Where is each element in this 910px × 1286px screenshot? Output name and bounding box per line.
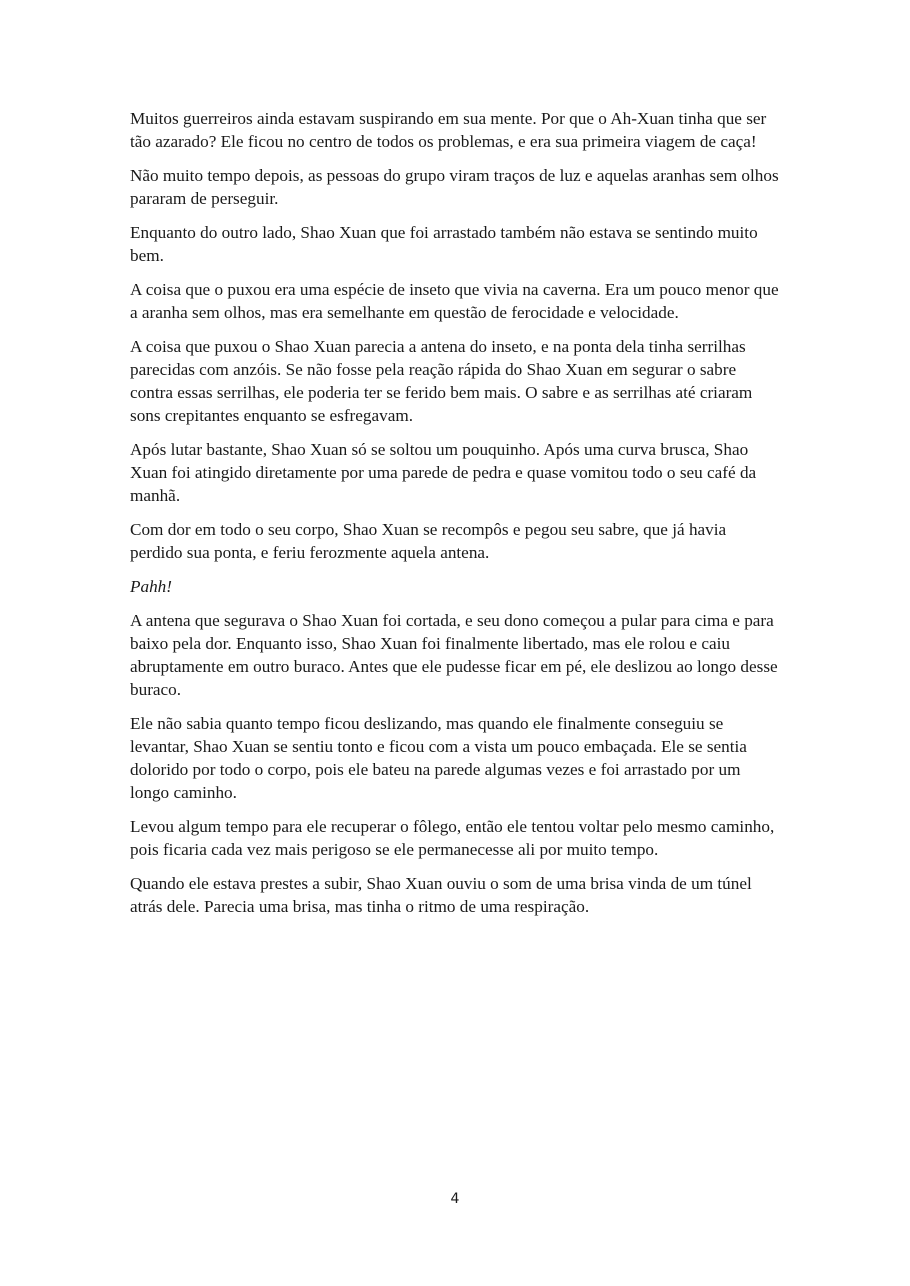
- paragraph-9: A antena que segurava o Shao Xuan foi cortada, e seu dono começou a pular para cima e para baixo pela dor. Enquanto isso, Shao Xuan foi finalmente libertado, mas ele rolou e caiu abruptamente em outro buraco. Antes que ele pudesse ficar em pé, ele deslizou ao longo desse buraco.: [130, 611, 778, 699]
- paragraph-2: Não muito tempo depois, as pessoas do grupo viram traços de luz e aquelas aranhas sem olhos pararam de perseguir.: [130, 166, 779, 208]
- paragraph-1: Muitos guerreiros ainda estavam suspirando em sua mente. Por que o Ah-Xuan tinha que ser tão azarado? Ele ficou no centro de todos os problemas, e era sua primeira viagem de caça!: [130, 109, 767, 151]
- paragraph-12: Quando ele estava prestes a subir, Shao Xuan ouviu o som de uma brisa vinda de um túnel atrás dele. Parecia uma brisa, mas tinha o ritmo de uma respiração.: [130, 874, 752, 916]
- body-text: [130, 107, 782, 929]
- paragraph-7: Com dor em todo o seu corpo, Shao Xuan se recompôs e pegou seu sabre, que já havia perdido sua ponta, e feriu ferozmente aquela antena.: [130, 520, 727, 562]
- page-number: 4: [450, 1191, 460, 1207]
- paragraph-6: Após lutar bastante, Shao Xuan só se soltou um pouquinho. Após uma curva brusca, Shao Xuan foi atingido diretamente por uma parede de pedra e quase vomitou todo o seu café da manhã.: [130, 440, 757, 505]
- paragraph-3: Enquanto do outro lado, Shao Xuan que foi arrastado também não estava se sentindo muito bem.: [130, 223, 758, 265]
- paragraph-5: A coisa que puxou o Shao Xuan parecia a antena do inseto, e na ponta dela tinha serrilhas parecidas com anzóis. Se não fosse pela reação rápida do Shao Xuan em segurar o sabre contra essas serrilhas, ele poderia ter se ferido bem mais. O sabre e as serrilhas até criaram sons crepitantes enquanto se esfregavam.: [130, 337, 753, 425]
- paragraph-8-sound-effect: Pahh!: [130, 577, 173, 596]
- paragraph-10: Ele não sabia quanto tempo ficou deslizando, mas quando ele finalmente conseguiu se levantar, Shao Xuan se sentiu tonto e ficou com a vista um pouco embaçada. Ele se sentia dolorido por todo o corpo, pois ele bateu na parede algumas vezes e foi arrastado por um longo caminho.: [130, 714, 747, 802]
- paragraph-11: Levou algum tempo para ele recuperar o fôlego, então ele tentou voltar pelo mesmo caminho, pois ficaria cada vez mais perigoso se ele permanecesse ali por muito tempo.: [130, 817, 775, 859]
- paragraph-4: A coisa que o puxou era uma espécie de inseto que vivia na caverna. Era um pouco menor que a aranha sem olhos, mas era semelhante em questão de ferocidade e velocidade.: [130, 280, 779, 322]
